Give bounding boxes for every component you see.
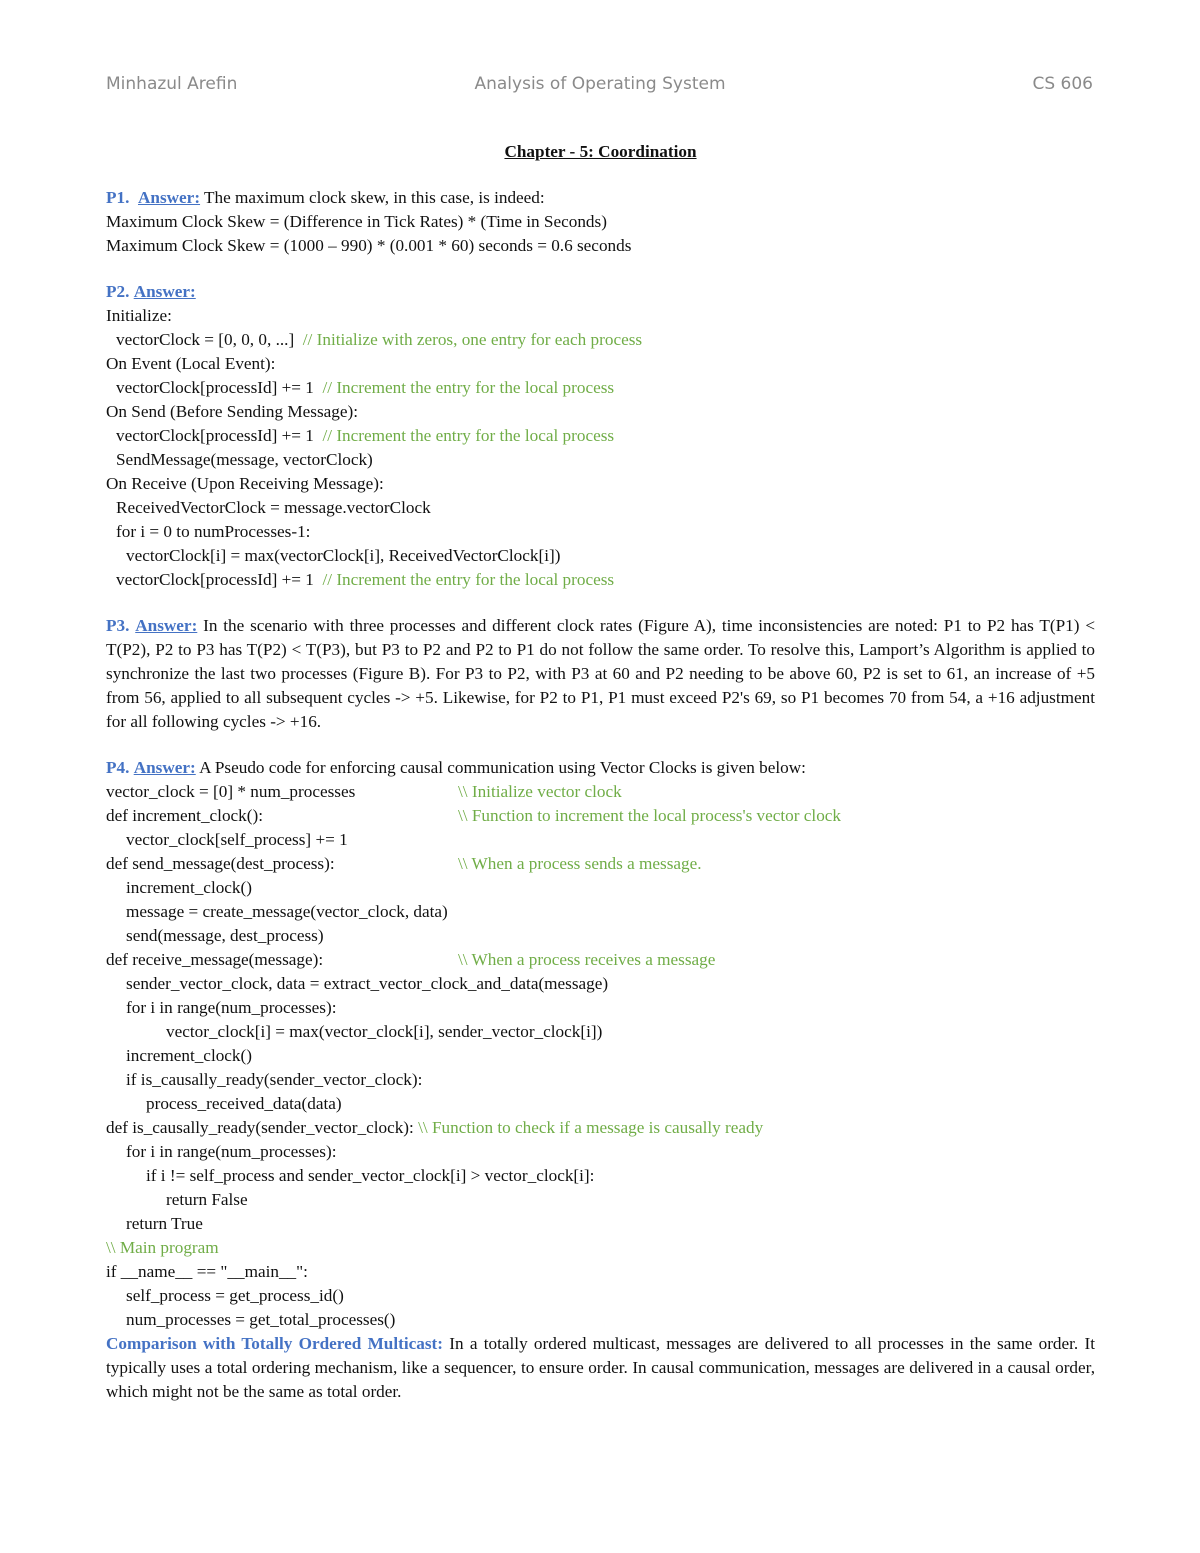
p4-code-text: vector_clock = [0] * num_processes	[106, 782, 356, 801]
p2-answer-label: Answer:	[133, 282, 196, 301]
p4-code-line	[106, 1212, 1095, 1236]
p2-code-text: On Event (Local Event):	[106, 354, 276, 373]
p2-code-text: ReceivedVectorClock = message.vectorClock	[116, 498, 431, 517]
comparison-paragraph	[106, 1332, 1095, 1404]
p4-code-line	[106, 828, 1095, 852]
p2-code-line	[106, 496, 1095, 520]
p4-code-text: vector_clock[self_process] += 1	[126, 830, 348, 849]
p4-code-text: return True	[126, 1214, 203, 1233]
comparison-text: In a totally ordered multicast, messages are delivered to all processes in the same order. It typically uses a total ordering mechanism, like a sequencer, to ensure order. In causal communication, messages are delivered in a causal order, which might not be the same as total order.	[106, 1334, 1095, 1401]
p4-code-line	[106, 972, 1095, 996]
header-course-title: Analysis of Operating System	[474, 74, 726, 94]
p4-code-line	[106, 1308, 1095, 1332]
p2-code-line	[106, 304, 1095, 328]
p2-code-line	[106, 328, 1095, 352]
p2-code-text: for i = 0 to numProcesses-1:	[116, 522, 311, 541]
p4-code-text: if __name__ == "__main__":	[106, 1262, 308, 1281]
p4-code-text: self_process = get_process_id()	[126, 1286, 344, 1305]
p2-label: P2.	[106, 282, 130, 301]
p1-answer-label: Answer:	[137, 188, 201, 207]
p4-code-block	[106, 780, 1095, 1332]
p4-code-text: increment_clock()	[126, 878, 252, 897]
p4-code-line	[106, 1068, 1095, 1092]
p4-code-line	[106, 1284, 1095, 1308]
p2-code-comment: // Increment the entry for the local process	[322, 570, 615, 589]
p4-code-text: if is_causally_ready(sender_vector_clock):	[126, 1070, 423, 1089]
p4-code-line	[106, 1044, 1095, 1068]
p4-code-line	[106, 1116, 1095, 1140]
p4-intro-line	[106, 756, 1095, 780]
p4-code-line	[106, 1092, 1095, 1116]
p4-code-text: def receive_message(message):	[106, 950, 324, 969]
p2-code-text: vectorClock[i] = max(vectorClock[i], ReceivedVectorClock[i])	[126, 546, 561, 565]
p4-code-text: vector_clock[i] = max(vector_clock[i], sender_vector_clock[i])	[166, 1022, 603, 1041]
p2-code-text: vectorClock[processId] += 1	[116, 570, 323, 589]
header-course-code: CS 606	[1032, 74, 1093, 94]
p4-code-line	[106, 900, 1095, 924]
p2-code-text: Initialize:	[106, 306, 172, 325]
p4-code-text: send(message, dest_process)	[126, 926, 324, 945]
p3-label: P3.	[106, 616, 130, 635]
p4-code-text: def is_causally_ready(sender_vector_clock):	[106, 1118, 419, 1137]
p4-code-text: def increment_clock():	[106, 806, 263, 825]
p1-result-line: Maximum Clock Skew = (1000 – 990) * (0.001 * 60) seconds = 0.6 seconds	[106, 236, 632, 255]
p4-code-text: for i in range(num_processes):	[126, 998, 337, 1017]
p4-code-line	[106, 1260, 1095, 1284]
p2-code-line	[106, 376, 1095, 400]
p2-heading	[106, 280, 1095, 304]
p4-code-text: message = create_message(vector_clock, data)	[126, 902, 448, 921]
p4-code-text: increment_clock()	[126, 1046, 252, 1065]
p2-code-text: vectorClock[processId] += 1	[116, 426, 323, 445]
p4-label: P4.	[106, 758, 130, 777]
header-author: Minhazul Arefin	[106, 74, 238, 94]
p4-code-line	[106, 996, 1095, 1020]
p4-code-text: sender_vector_clock, data = extract_vector_clock_and_data(message)	[126, 974, 609, 993]
p1-formula-line: Maximum Clock Skew = (Difference in Tick Rates) * (Time in Seconds)	[106, 212, 607, 231]
p2-code-line	[106, 544, 1095, 568]
p4-code-line	[106, 1020, 1095, 1044]
p4-code-text: process_received_data(data)	[146, 1094, 342, 1113]
p4-code-line	[106, 1164, 1095, 1188]
document-body	[106, 140, 1095, 1404]
p2-code-block	[106, 304, 1095, 592]
chapter-title: Chapter - 5: Coordination	[504, 142, 697, 161]
p2-code-line	[106, 352, 1095, 376]
p2-code-text: On Send (Before Sending Message):	[106, 402, 359, 421]
p4-code-line	[106, 1188, 1095, 1212]
p2-code-comment: // Increment the entry for the local process	[322, 426, 615, 445]
p1-label: P1.	[106, 188, 130, 207]
p4-code-line	[106, 948, 1095, 972]
p2-code-line	[106, 520, 1095, 544]
p2-code-comment: // Initialize with zeros, one entry for each process	[302, 330, 643, 349]
comparison-label: Comparison with Totally Ordered Multicast:	[106, 1334, 443, 1353]
p4-code-text: return False	[166, 1190, 248, 1209]
p2-code-text: SendMessage(message, vectorClock)	[116, 450, 373, 469]
p4-code-text: def send_message(dest_process):	[106, 854, 335, 873]
p2-code-line	[106, 472, 1095, 496]
p4-code-line	[106, 852, 1095, 876]
p2-code-line	[106, 424, 1095, 448]
p2-code-line	[106, 568, 1095, 592]
p2-code-comment: // Increment the entry for the local process	[322, 378, 615, 397]
p4-code-line	[106, 780, 1095, 804]
p3-text: In the scenario with three processes and different clock rates (Figure A), time inconsistencies are noted: P1 to P2 has T(P1) < T(P2), P2 to P3 has T(P2) < T(P3), but P3 to P2 and P2 to P1 do not follow the same order. To resolve this, Lamport’s Algorithm is applied to synchronize the last two processes (Figure B). For P3 to P2, with P3 at 60 and P2 needing to be above 60, P2 is set to 61, an increase of +5 from 56, applied to all subsequent cycles -> +5. Likewise, for P2 to P1, P1 must exceed P2's 69, so P1 becomes 70 from 54, a +16 adjustment for all following cycles -> +16.	[106, 616, 1096, 731]
p4-code-comment: \\ Main program	[106, 1238, 219, 1257]
p4-code-text: num_processes = get_total_processes()	[126, 1310, 396, 1329]
p4-code-comment: \\ Function to check if a message is causally ready	[418, 1118, 764, 1137]
p3-paragraph	[106, 614, 1095, 734]
p4-answer-label: Answer:	[133, 758, 196, 777]
p4-code-comment: \\ When a process sends a message.	[458, 854, 702, 873]
p1-intro: The maximum clock skew, in this case, is indeed:	[200, 188, 545, 207]
p4-code-comment: \\ When a process receives a message	[458, 950, 716, 969]
p2-code-line	[106, 448, 1095, 472]
p4-code-text: for i in range(num_processes):	[126, 1142, 337, 1161]
p4-code-comment: \\ Function to increment the local process's vector clock	[458, 806, 842, 825]
p2-code-line	[106, 400, 1095, 424]
p1-intro-line	[106, 186, 1095, 210]
p4-intro: A Pseudo code for enforcing causal communication using Vector Clocks is given below:	[195, 758, 806, 777]
p3-answer-label: Answer:	[135, 616, 198, 635]
p4-code-line	[106, 1236, 1095, 1260]
p4-code-comment: \\ Initialize vector clock	[458, 782, 622, 801]
p4-code-line	[106, 924, 1095, 948]
p4-code-line	[106, 1140, 1095, 1164]
p2-code-text: vectorClock[processId] += 1	[116, 378, 323, 397]
p4-code-line	[106, 876, 1095, 900]
p4-code-line	[106, 804, 1095, 828]
p2-code-text: vectorClock = [0, 0, 0, ...]	[116, 330, 303, 349]
p4-code-text: if i != self_process and sender_vector_clock[i] > vector_clock[i]:	[146, 1166, 595, 1185]
p2-code-text: On Receive (Upon Receiving Message):	[106, 474, 384, 493]
